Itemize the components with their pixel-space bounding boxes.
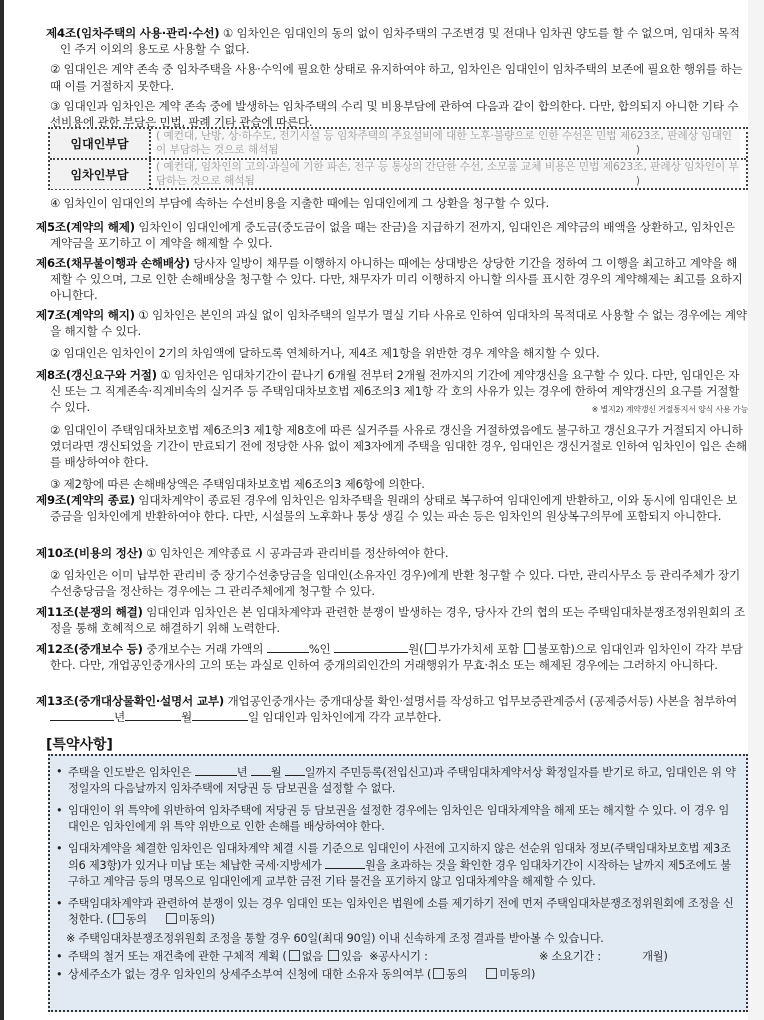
- address-consent-disagree-checkbox[interactable]: [486, 968, 497, 979]
- window-left-edge: [0, 0, 4, 1020]
- delivery-month-field[interactable]: [125, 709, 181, 721]
- address-consent-agree-checkbox[interactable]: [433, 968, 444, 979]
- vat-excluded-checkbox[interactable]: [524, 643, 535, 654]
- tax-arrears-amount-field[interactable]: [325, 857, 365, 869]
- article-4: [36, 25, 748, 130]
- vat-excluded-label: 불포함)으로: [537, 642, 597, 656]
- article-4-para-3: ③ 임대인과 임차인은 계약 존속 중에 발생하는 임차주택의 수리 및 비용부담에 관하여 다음과 같이 합의한다. 다만, 합의되지 아니한 기타 수선비용에 관한 부담은 민법, 판례 기타 관습에 따른다.: [50, 98, 739, 130]
- article-8-para-1: ① 임차인은 임대차기간이 끝나기 6개월 전부터 2개월 전까지의 기간에 계약갱신을 요구할 수 있다. 다만, 임대인은 자신 또는 그 직계존속·직계비속의 실거주 등 주택임대차보호법 제6조의3 제1항 각 호의 사유가 있는 경우에 한하여 계약갱신의 요구를 거절할 수 있다.: [50, 368, 740, 415]
- bullet-icon: •: [56, 968, 63, 982]
- article-5-body: 임차인이 임대인에게 중도금(중도금이 없을 때는 잔금)을 지급하기 전까지, 임대인은 계약금의 배액을 상환하고, 임차인은 계약금을 포기하고 이 계약을 해제할 수 있다.: [50, 220, 735, 251]
- close-paren: ): [635, 143, 640, 156]
- mediation-note: ※ 주택임대차분쟁조정위원회 조정을 통할 경우 60일(최대 90일) 이내 신속하게 조정 결과를 받아볼 수 있습니다.: [66, 931, 604, 945]
- mediation-disagree-checkbox[interactable]: [166, 913, 177, 924]
- article-10-para-2: ② 임차인은 이미 납부한 관리비 중 장기수선충당금을 임대인(소유자인 경우)에게 반환 청구할 수 있다. 다만, 관리사무소 등 관리주체가 장기수선충당금을 정산하는 경우에는 그 관리주체에게 청구할 수 있다.: [50, 568, 741, 599]
- bullet-icon: •: [56, 896, 63, 910]
- article-9: [36, 492, 748, 524]
- won-label: 원(: [408, 642, 424, 656]
- article-12-body: 임대인과 임차인이 각각 부담한다. 다만, 개업공인중개사의 고의 또는 과실로 인하여 중개의뢰인간의 거래행위가 무효·취소 또는 해제된 경우에는 그러하지 아니하다.: [50, 642, 743, 673]
- bullet-icon: •: [56, 841, 63, 855]
- bullet-icon: •: [56, 950, 63, 964]
- landlord-burden-label: 임대인부담: [50, 129, 151, 158]
- article-4-para-4-block: [36, 195, 748, 211]
- bullet-icon: •: [56, 803, 63, 817]
- special-term-item: [56, 841, 738, 891]
- term-text: 주택임대차계약과 관련하여 분쟁이 있는 경우 임대인 또는 임차인은 법원에 소를 제기하기 전에 먼저 주택임대차분쟁조정위원회에 조정을 신청한다. (: [68, 896, 734, 927]
- tenant-burden-input[interactable]: [156, 161, 740, 188]
- article-11-body: 임대인과 임차인은 본 임대차계약과 관련한 분쟁이 발생하는 경우, 당사자 간의 협의 또는 주택임대차분쟁조정위원회의 조정을 통해 호혜적으로 해결하기 위해 노력한다.: [50, 605, 746, 636]
- commission-rate-field[interactable]: [267, 641, 309, 653]
- article-7-para-1: ① 임차인은 본인의 과실 없이 임차주택의 일부가 멸실 기타 사유로 인하여 임대차의 목적대로 사용할 수 없는 경우에는 계약을 해지할 수 있다.: [50, 308, 747, 339]
- special-term-item: [56, 896, 738, 929]
- special-terms-box[interactable]: [48, 754, 748, 1012]
- landlord-burden-row: [50, 129, 746, 160]
- month-label: 월: [270, 766, 282, 779]
- article-12-heading: 제12조(중개보수 등): [36, 642, 143, 656]
- tenant-burden-row: [50, 160, 746, 189]
- special-term-item: [56, 764, 738, 798]
- article-11: [36, 604, 748, 636]
- article-9-heading: 제9조(계약의 종료): [36, 493, 135, 507]
- special-term-item: [56, 967, 738, 983]
- article-9-body: 임대차계약이 종료된 경우에 임차인은 임차주택을 원래의 상태로 복구하여 임대인에게 반환하고, 이와 동시에 임대인은 보증금을 임차인에게 반환하여야 한다. 다만, 시설물의 노후화나 통상 생길 수 있는 파손 등은 임차인의 원상복구의무에 포함되지 아니한다.: [50, 493, 738, 524]
- reconstruction-none-checkbox[interactable]: [289, 950, 300, 961]
- article-5: [36, 219, 748, 251]
- article-12: [36, 641, 748, 673]
- tenant-burden-placeholder: ( 예컨대, 임차인의 고의·과실에 기한 파손, 전구 등 통상의 간단한 수선, 소모품 교체 비용은 민법 제623조, 판례상 임차인이 부담하는 것으로 해석됨: [156, 161, 739, 187]
- disagree-label: 미동의): [499, 968, 536, 982]
- article-13-text: 개업공인중개사는 중개대상물 확인·설명서를 작성하고 업무보증관계증서 (공제증서등) 사본을 첨부하여: [227, 694, 737, 708]
- term-text: 주택의 철거 또는 재건축에 관한 구체적 계획 (: [68, 950, 287, 964]
- article-4-para-2: ② 임대인은 계약 존속 중 임차주택을 사용·수익에 필요한 상태로 유지하여야 하고, 임차인은 임대인이 임차주택의 보존에 필요한 행위를 하는 때 이를 거절하지 못한다.: [50, 62, 743, 93]
- bullet-icon: •: [56, 765, 63, 778]
- agree-label: 동의: [125, 913, 147, 927]
- article-7: [36, 307, 748, 362]
- article-10: [36, 545, 748, 600]
- article-13: [36, 693, 748, 725]
- commission-amount-field[interactable]: [334, 641, 408, 653]
- article-5-heading: 제5조(계약의 해제): [36, 220, 135, 234]
- vat-included-label: 부가가치세 포함: [438, 642, 519, 656]
- term-text: 주택을 인도받은 임차인은: [68, 766, 192, 779]
- article-8: [36, 367, 748, 492]
- term-text-tail: 일까지 주민등록(전입신고)과 주택임대차계약서상 확정일자를 받기로 하고, 임대인은 위 약정일자의 다음날까지 임차주택에 저당권 등 담보권을 설정할 수 없다.: [68, 766, 736, 796]
- disagree-label: 미동의): [178, 913, 215, 927]
- article-12-text: 중개보수는 거래 가액의: [146, 642, 264, 656]
- duration-label: ※ 소요기간 :: [539, 950, 601, 964]
- agree-label: 동의: [446, 968, 468, 982]
- article-8-form-note: ※ 별지2) 계약갱신 거절통지서 양식 사용 가능: [591, 405, 748, 415]
- move-in-day-field[interactable]: [285, 764, 305, 776]
- special-terms-title: [특약사항]: [46, 737, 113, 753]
- reconstruction-yes-checkbox[interactable]: [328, 950, 339, 961]
- article-4-para-4: ④ 임차인이 임대인의 부담에 속하는 수선비용을 지출한 때에는 임대인에게 그 상환을 청구할 수 있다.: [50, 196, 549, 210]
- landlord-burden-placeholder: ( 예컨대, 난방, 상·하수도, 전기시설 등 임차주택의 주요설비에 대한 노후·불량으로 인한 수선은 민법 제623조, 판례상 임대인이 부담하는 것으로 해석됨: [156, 130, 733, 156]
- landlord-burden-input[interactable]: [156, 130, 740, 157]
- construction-period-label: ※공사시기 :: [369, 950, 428, 964]
- vat-included-checkbox[interactable]: [425, 643, 436, 654]
- percent-label: %인: [308, 642, 331, 656]
- article-7-heading: 제7조(계약의 해지): [36, 308, 135, 322]
- article-10-para-1: ① 임차인은 계약종료 시 공과금과 관리비를 정산하여야 한다.: [146, 546, 449, 560]
- article-8-heading: 제8조(갱신요구와 거절): [36, 368, 157, 382]
- year-label: 년: [114, 710, 125, 725]
- repair-burden-table: [48, 127, 748, 190]
- term-text: 상세주소가 없는 경우 임차인의 상세주소부여 신청에 대한 소유자 동의여부 (: [68, 968, 432, 982]
- yes-label: 있음: [341, 950, 363, 964]
- article-13-heading: 제13조(중개대상물확인·설명서 교부): [36, 694, 224, 708]
- move-in-month-field[interactable]: [251, 764, 271, 776]
- article-8-para-2: ② 임대인이 주택임대차보호법 제6조의3 제1항 제8호에 따른 실거주를 사유로 갱신을 거절하였음에도 불구하고 갱신요구가 거절되지 아니하였더라면 갱신되었을 기간이 만료되기 전에 정당한 사유 없이 제3자에게 주택을 임대한 경우, 임대인은 갱신거절로 인하여 임차인이 입은 손해를 배상하여야 한다.: [50, 422, 747, 470]
- special-term-item: [56, 949, 738, 965]
- special-term-item: [56, 803, 738, 836]
- term-text: 임대차계약을 체결한 임차인은 임대차계약 체결 시를 기준으로 임대인이 사전에 고지하지 않은 선순위 임대차 정보(주택임대차보호법 제3조의6 제3항)가 있거나 미납 또는 체납한 국세·지방세가: [68, 841, 731, 873]
- article-13-tail: 일 임대인과 임차인에게 각각 교부한다.: [248, 710, 442, 725]
- delivery-year-field[interactable]: [50, 709, 114, 721]
- months-label: 개월): [642, 950, 668, 964]
- move-in-year-field[interactable]: [195, 764, 237, 776]
- mediation-agree-checkbox[interactable]: [113, 913, 124, 924]
- article-6-heading: 제6조(채무불이행과 손해배상): [36, 256, 190, 270]
- article-6: [36, 255, 748, 304]
- month-label: 월: [181, 710, 192, 725]
- article-4-heading: 제4조(임차주택의 사용·관리·수선): [46, 26, 220, 40]
- article-11-heading: 제11조(분쟁의 해결): [36, 605, 143, 619]
- none-label: 없음: [301, 950, 323, 964]
- article-10-heading: 제10조(비용의 정산): [36, 546, 143, 560]
- year-label: 년: [236, 766, 248, 779]
- article-8-para-3: ③ 제2항에 따른 손해배상액은 주택임대차보호법 제6조의3 제6항에 의한다.: [50, 477, 425, 492]
- article-7-para-2: ② 임대인은 임차인이 2기의 차임액에 달하도록 연체하거나, 제4조 제1항을 위반한 경우 계약을 해지할 수 있다.: [50, 346, 600, 361]
- tenant-burden-label: 임차인부담: [50, 160, 151, 189]
- close-paren: ): [635, 174, 640, 187]
- term-text-tail: 원을 초과하는 것을 확인한 경우 임대차기간이 시작하는 날까지 제5조에도 불구하고 계약금 등의 명목으로 임대인에게 교부한 금전 기타 물건을 포기하지 않고 임대차계약을 해제할 수 있다.: [68, 859, 731, 889]
- page-right-margin: [748, 0, 764, 1020]
- delivery-day-field[interactable]: [192, 709, 248, 721]
- article-6-body: 당사자 일방이 채무를 이행하지 아니하는 때에는 상대방은 상당한 기간을 정하여 그 이행을 최고하고 계약을 해제할 수 있으며, 그로 인한 손해배상을 청구할 수 있다. 다만, 채무자가 미리 이행하지 아니할 의사를 표시한 경우의 계약해제는 최고를 요하지 아니한다.: [50, 256, 743, 303]
- term-text: 임대인이 위 특약에 위반하여 임차주택에 저당권 등 담보권을 설정한 경우에는 임차인은 임대차계약을 해제 또는 해지할 수 있다. 이 경우 임대인은 임차인에게 위 특약 위반으로 인한 손해를 배상하여야 한다.: [68, 803, 730, 834]
- article-4-para-1: ① 임차인은 임대인의 동의 없이 임차주택의 구조변경 및 전대나 임차권 양도를 할 수 없으며, 임대차 목적인 주거 이외의 용도로 사용할 수 없다.: [60, 26, 740, 57]
